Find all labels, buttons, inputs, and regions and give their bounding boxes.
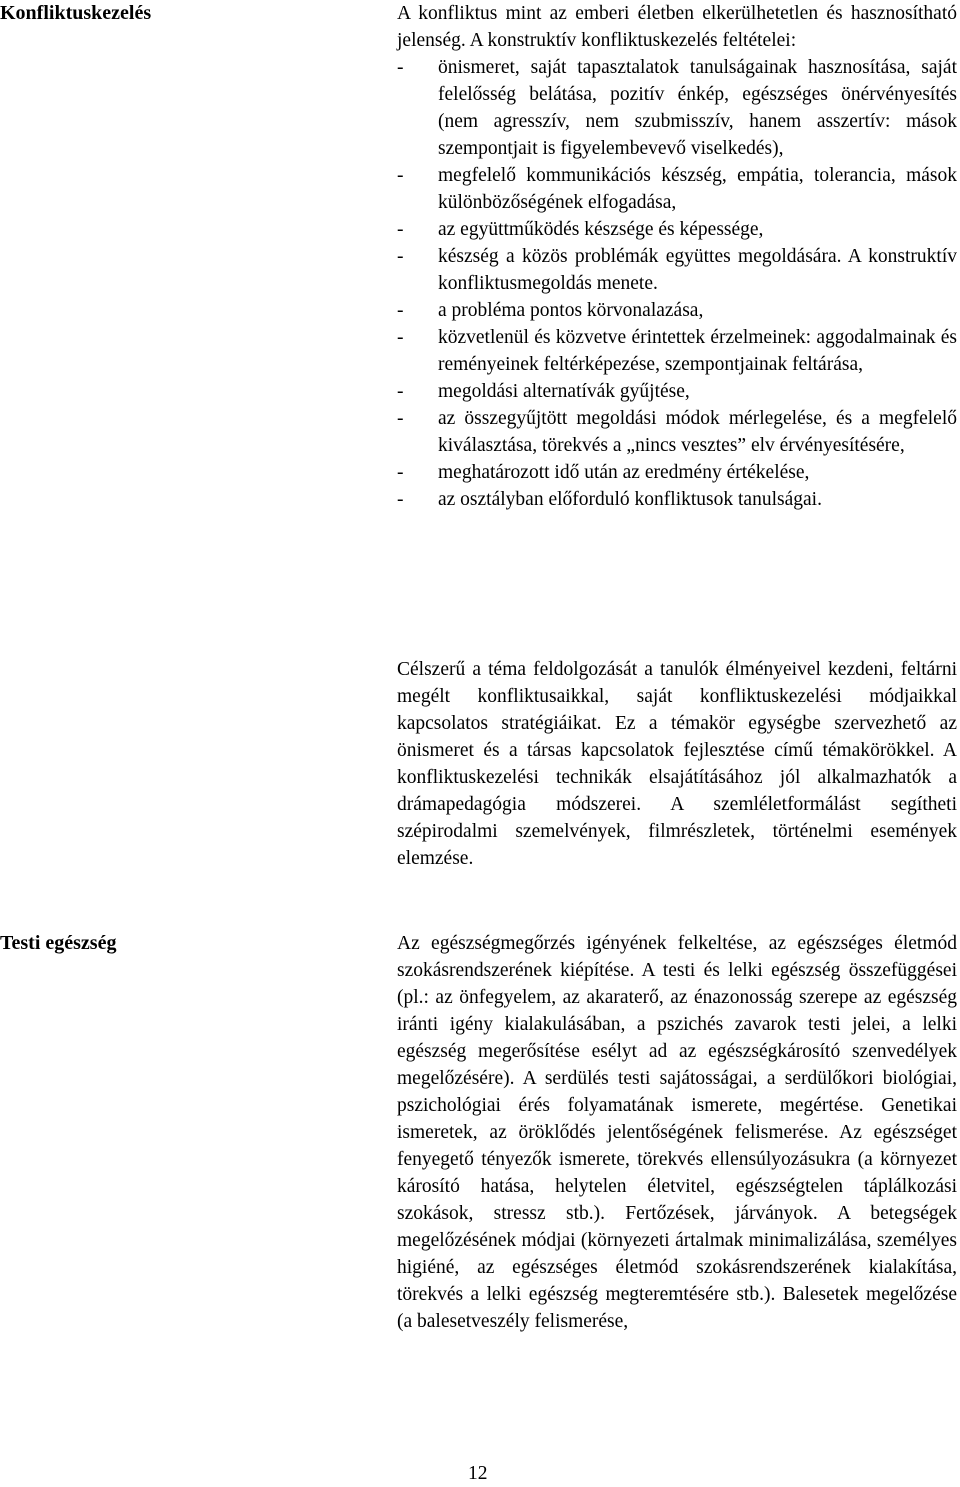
list-item: - készség a közös problémák együttes megoldására. A konstruktív konfliktusmegoldás menete. [397, 246, 957, 294]
list-item: - önismeret, saját tapasztalatok tanulságainak hasznosítása, saját felelősség belátása, pozitív énkép, egészséges önérvényesítés (nem agresszív, nem szubmisszív, hanem asszertív: mások szempontjait is figyelembevevő viselkedés), [397, 57, 957, 159]
closing-text: Célszerű a téma feldolgozását a tanulók élményeivel kezdeni, feltárni megélt konfliktusaikkal, saját konfliktuskezelési módjaikkal kapcsolatos stratégiáikat. Ez a témakör egységbe szervezhető az önismeret és a társas kapcsolatok fejlesztése című témakörökkel. A konfliktuskezelési technikák elsajátításához jól alkalmazhatók a drámapedagógia módszerei. A szemléletformálást segítheti szépirodalmi szemelvények, filmrészletek, történelmi események elemzése. [397, 659, 957, 869]
list-item: - megfelelő kommunikációs készség, empátia, tolerancia, mások különbözőségének elfogadása, [397, 165, 957, 213]
section-title-konfliktuskezeles: Konfliktuskezelés [0, 2, 152, 24]
list-item: - a probléma pontos körvonalazása, [397, 300, 704, 321]
list-item: - közvetlenül és közvetve érintettek érzelmeinek: aggodalmainak és reményeinek feltérképezése, szempontjainak feltárása, [397, 327, 957, 375]
section-title-testi-egeszseg: Testi egészség [0, 932, 117, 954]
section-intro: A konfliktus mint az emberi életben elkerülhetetlen és hasznosítható jelenség. A konstruktív konfliktuskezelés feltételei: [397, 3, 957, 51]
list-item: - az együttműködés készsége és képessége, [397, 219, 764, 240]
list-item: - meghatározott idő után az eredmény értékelése, [397, 462, 810, 483]
body-text: Az egészségmegőrzés igényének felkeltése, az egészséges életmód szokásrendszerének kiépítése. A testi és lelki egészség összefüggései (pl.: az önfegyelem, az akaraterő, az énazonosság szerepe az egészség iránti igény kialakulásában, a pszichés zavarok testi jelei, a lelki egészség megerősítése esélyt ad az egészségkárosító szenvedélyek megelőzésére). A serdülés testi sajátosságai, a serdülőkori biológiai, pszichológiai érés folyamatának ismerete, megértése. Genetikai ismeretek, az öröklődés jelentőségének felismerése. Az egészséget fenyegető tényezők ismerete, törekvés ellensúlyozásukra (a környezet károsító hatása, helytelen életvitel, egészségtelen táplálkozási szokások, stressz stb.). Fertőzések, járványok. A betegségek megelőzésének módjai (környezeti ártalmak minimalizálása, személyes higiéné, az egészséges életmód szokásrendszerének kialakítása, törekvés a lelki egészség megteremtésére stb.). Balesetek megelőzése (a balesetveszély felismerése, [397, 933, 957, 1332]
list-item: - az osztályban előforduló konfliktusok tanulságai. [397, 489, 822, 510]
section-content-testi-egeszseg [397, 930, 957, 1335]
list-item: - az összegyűjtött megoldási módok mérlegelése, és a megfelelő kiválasztása, törekvés a „nincs vesztes” elv érvényesítésére, [397, 408, 957, 456]
section-content-konfliktuskezeles [397, 0, 957, 513]
list-item: - megoldási alternatívák gyűjtése, [397, 381, 690, 402]
page-number: 12 [468, 1463, 488, 1484]
section-closing-paragraph [397, 656, 957, 872]
